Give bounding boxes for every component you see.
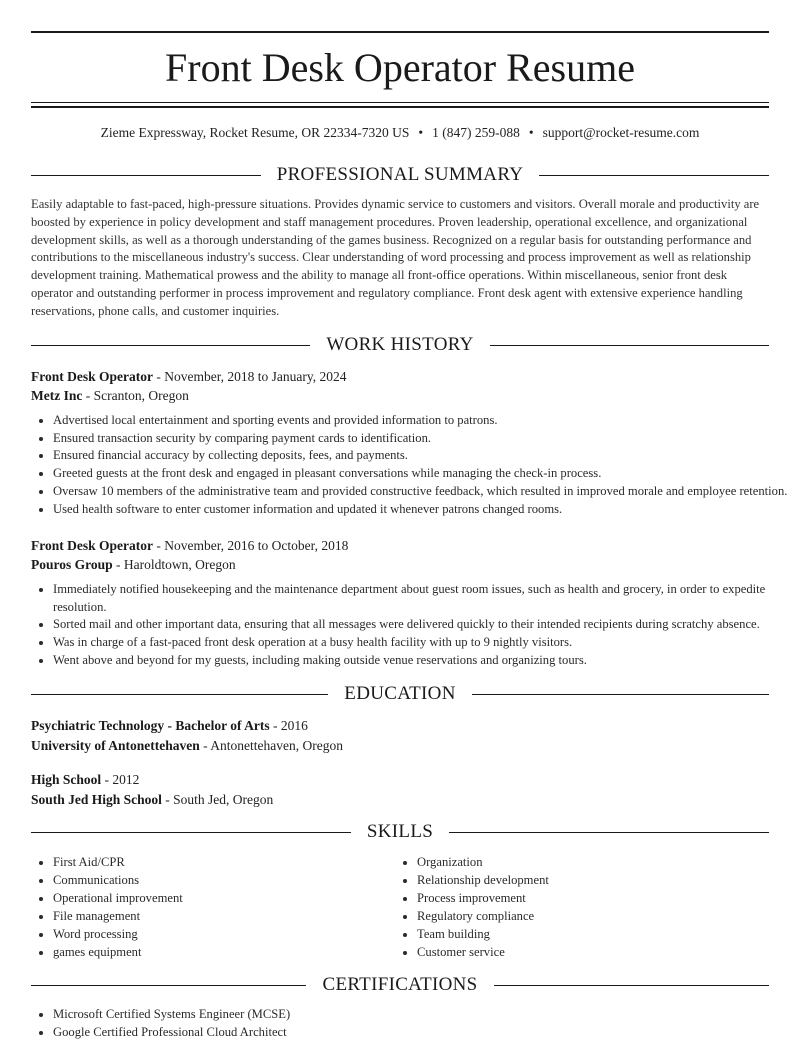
job-bullets [31, 581, 791, 670]
certification-item: • Microsoft Certified Systems Engineer (MCSE) [53, 1006, 791, 1024]
section-header-summary [31, 163, 769, 187]
section-header-work [31, 333, 769, 357]
job-bullets [31, 412, 791, 518]
divider [472, 694, 769, 695]
job-bullet: • Sorted mail and other important data, ensuring that all messages were delivered quickly to their intended recipients during scratchy absence. [53, 616, 791, 634]
job-bullet: • Greeted guests at the front desk and engaged in pleasant conversations while managing the check-in process. [53, 465, 791, 483]
divider [31, 175, 261, 176]
skill-item: • Relationship development [417, 871, 757, 889]
job-title: Front Desk Operator [31, 369, 153, 384]
skill-item: • Customer service [417, 943, 757, 961]
skill-item: • Process improvement [417, 889, 757, 907]
section-title: PROFESSIONAL SUMMARY [276, 164, 524, 185]
skill-item: • Team building [417, 925, 757, 943]
education-school: University of Antonettehaven [31, 738, 200, 753]
education-location: - Antonettehaven, Oregon [199, 738, 343, 753]
education-degree: Psychiatric Technology - Bachelor of Arts [31, 718, 270, 733]
job-bullet: • Used health software to enter customer information and updated it whenever patrons changed rooms. [53, 501, 791, 519]
job-dates: - November, 2018 to January, 2024 [152, 369, 347, 384]
divider [490, 345, 769, 346]
job-bullet: • Immediately notified housekeeping and the maintenance department about guest room issues, such as health and grocery, in order to expedite resolution. [53, 581, 791, 616]
skill-item: • Organization [417, 853, 757, 871]
divider [449, 832, 769, 833]
section-title: WORK HISTORY [326, 334, 474, 355]
contact-phone: 1 (847) 259-088 [432, 125, 520, 140]
contact-email: support@rocket-resume.com [542, 125, 700, 140]
title-rule-thick [31, 106, 769, 108]
divider [494, 985, 769, 986]
section-title: CERTIFICATIONS [322, 974, 478, 995]
job-bullet: • Ensured financial accuracy by collecting deposits, fees, and payments. [53, 447, 791, 465]
education-school: South Jed High School [31, 792, 162, 807]
contact-line [0, 124, 800, 142]
summary-text: Easily adaptable to fast-paced, high-pressure situations. Provides dynamic service to customers and visitors. Overall morale and productivity are boosted by experience in policy development and staff management procedures. Proven leadership, operational excellence, and organizational development skills, as well as a thorough understanding of the games business. Recognized on a regular basis for outstanding performance and contributions to the miscellaneous industry's success. Clear understanding of word processing and process improvement as well as relationship development training. Mathematical prowess and the ability to manage all front-office operations. Within miscellaneous, senior front desk operator and outstanding performer in process improvement and regulatory compliance. Front desk agent with extensive experience handling reservations, phone calls, and customer inquiries. [31, 197, 760, 318]
skill-item: • First Aid/CPR [53, 853, 393, 871]
divider [31, 832, 351, 833]
section-header-skills [31, 820, 769, 844]
contact-address: Zieme Expressway, Rocket Resume, OR 22334-7320 US [100, 125, 410, 140]
skill-item: • games equipment [53, 943, 393, 961]
skill-item: • Communications [53, 871, 393, 889]
education-school-line [31, 790, 769, 809]
skill-item: • Operational improvement [53, 889, 393, 907]
job-company: Pouros Group [31, 557, 113, 572]
job-location: - Haroldtown, Oregon [112, 557, 236, 572]
education-degree-line [31, 770, 769, 789]
resume-title: Front Desk Operator Resume [165, 45, 635, 90]
job-company-line [31, 555, 769, 574]
job-bullet: • Went above and beyond for my guests, including making outside venue reservations and organizing tours. [53, 652, 791, 670]
education-school-line [31, 736, 769, 755]
section-header-education [31, 682, 769, 706]
education-year: - 2012 [101, 772, 140, 787]
education-degree-line [31, 716, 769, 735]
education-year: - 2016 [269, 718, 308, 733]
section-header-certifications [31, 973, 769, 997]
job-bullet: • Advertised local entertainment and sporting events and provided information to patrons. [53, 412, 791, 430]
job-location: - Scranton, Oregon [82, 388, 189, 403]
job-company-line [31, 386, 769, 405]
job-bullet: • Oversaw 10 members of the administrative team and provided constructive feedback, which resulted in improved morale and employee retention. [53, 483, 791, 501]
education-degree: High School [31, 772, 102, 787]
contact-separator: • [528, 125, 534, 140]
skills-list-right [395, 853, 757, 961]
divider [539, 175, 769, 176]
job-title-line [31, 536, 769, 555]
skill-item: • File management [53, 907, 393, 925]
certifications-list [31, 1006, 791, 1041]
section-title: SKILLS [366, 821, 434, 842]
job-title: Front Desk Operator [31, 538, 153, 553]
divider [31, 694, 328, 695]
skills-list-left [31, 853, 393, 961]
job-title-line [31, 367, 769, 386]
education-location: - South Jed, Oregon [161, 792, 274, 807]
divider [31, 345, 310, 346]
job-bullet: • Ensured transaction security by comparing payment cards to identification. [53, 430, 791, 448]
top-rule [31, 31, 769, 33]
divider [31, 985, 306, 986]
job-bullet: • Was in charge of a fast-paced front desk operation at a busy health facility with up to 9 nightly visitors. [53, 634, 791, 652]
job-dates: - November, 2016 to October, 2018 [152, 538, 349, 553]
job-company: Metz Inc [31, 388, 83, 403]
contact-separator: • [418, 125, 424, 140]
skill-item: • Regulatory compliance [417, 907, 757, 925]
title-rule-thin [31, 102, 769, 103]
certification-item: • Google Certified Professional Cloud Architect [53, 1024, 791, 1041]
section-title: EDUCATION [344, 683, 456, 704]
skill-item: • Word processing [53, 925, 393, 943]
